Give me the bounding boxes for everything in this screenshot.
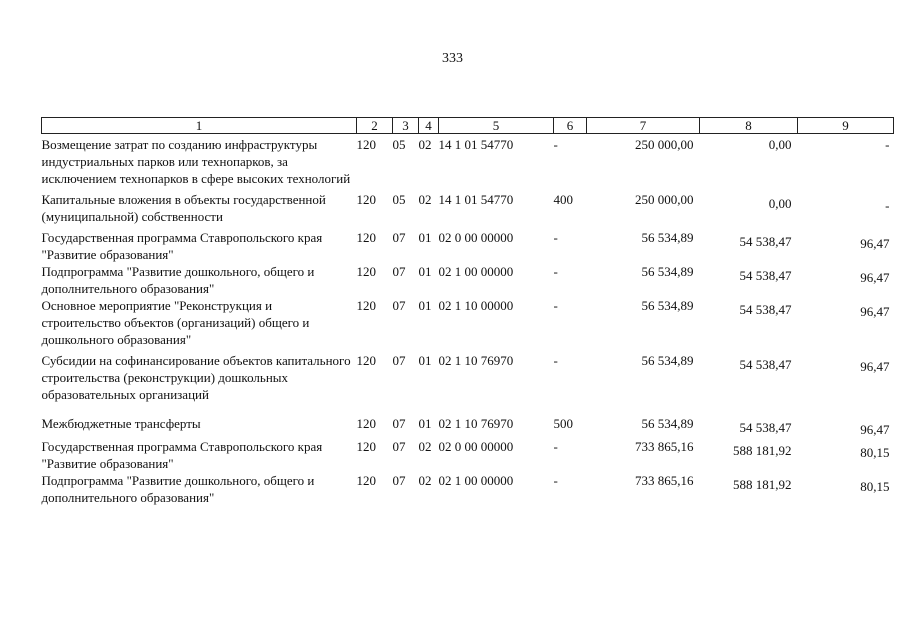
cell-section: 05 — [392, 137, 406, 152]
cell-code-ministry: 120 — [356, 473, 376, 488]
cell-target-code: 02 1 00 00000 — [438, 473, 514, 488]
cell-value-plan: 56 534,89 — [641, 230, 694, 245]
cell-subsection: 01 — [418, 353, 432, 368]
cell-expense-type: - — [553, 353, 558, 368]
cell-value-actual: 54 538,47 — [739, 234, 792, 249]
cell-target-code: 02 0 00 00000 — [438, 230, 514, 245]
cell-code-ministry: 120 — [356, 298, 376, 313]
table-row — [42, 263, 894, 297]
table-row — [42, 472, 894, 506]
cell-code-ministry: 120 — [356, 192, 376, 207]
cell-value-percent: 96,47 — [860, 304, 890, 319]
cell-expense-type: - — [553, 298, 558, 313]
cell-value-actual: 0,00 — [768, 196, 792, 211]
cell-value-percent: 96,47 — [860, 359, 890, 374]
cell-expense-type: - — [553, 137, 558, 152]
cell-section: 07 — [392, 473, 406, 488]
column-header: 2 — [357, 118, 393, 134]
cell-expense-type: 400 — [553, 192, 573, 207]
table-row — [42, 134, 894, 192]
cell-expense-type: - — [553, 264, 558, 279]
cell-value-percent: 80,15 — [860, 479, 890, 494]
cell-value-percent: 80,15 — [860, 445, 890, 460]
cell-target-code: 02 1 10 76970 — [438, 353, 514, 368]
cell-section: 07 — [392, 230, 406, 245]
cell-target-code: 02 0 00 00000 — [438, 439, 514, 454]
table-row — [42, 352, 894, 415]
column-header: 5 — [439, 118, 554, 134]
cell-expense-type: - — [553, 473, 558, 488]
cell-section: 07 — [392, 439, 406, 454]
cell-code-ministry: 120 — [356, 439, 376, 454]
cell-code-ministry: 120 — [356, 137, 376, 152]
cell-section: 05 — [392, 192, 406, 207]
cell-subsection: 01 — [418, 230, 432, 245]
cell-code-ministry: 120 — [356, 416, 376, 431]
cell-code-ministry: 120 — [356, 264, 376, 279]
column-header: 8 — [700, 118, 798, 134]
table-row — [42, 297, 894, 352]
cell-subsection: 01 — [418, 264, 432, 279]
column-header: 4 — [419, 118, 439, 134]
row-name: Межбюджетные трансферты — [41, 416, 201, 431]
row-name: Подпрограмма "Развитие дошкольного, общего и дополнительного образования" — [41, 264, 315, 296]
table-row — [42, 191, 894, 229]
table-row — [42, 415, 894, 438]
cell-target-code: 14 1 01 54770 — [438, 192, 514, 207]
cell-value-actual: 0,00 — [768, 137, 792, 152]
cell-section: 07 — [392, 264, 406, 279]
cell-code-ministry: 120 — [356, 353, 376, 368]
cell-target-code: 02 1 00 00000 — [438, 264, 514, 279]
cell-value-percent: 96,47 — [860, 270, 890, 285]
cell-expense-type: - — [553, 439, 558, 454]
cell-subsection: 02 — [418, 192, 432, 207]
row-name: Государственная программа Ставропольского края "Развитие образования" — [41, 230, 323, 262]
cell-value-plan: 733 865,16 — [635, 473, 694, 488]
table-row — [42, 229, 894, 263]
cell-target-code: 14 1 01 54770 — [438, 137, 514, 152]
cell-expense-type: - — [553, 230, 558, 245]
cell-target-code: 02 1 10 76970 — [438, 416, 514, 431]
cell-value-percent: - — [885, 198, 890, 213]
cell-subsection: 02 — [418, 137, 432, 152]
cell-value-actual: 588 181,92 — [733, 477, 792, 492]
row-name: Подпрограмма "Развитие дошкольного, общего и дополнительного образования" — [41, 473, 315, 505]
table-header-row — [42, 118, 894, 134]
cell-value-percent: - — [885, 137, 890, 152]
cell-section: 07 — [392, 298, 406, 313]
column-header: 7 — [587, 118, 700, 134]
budget-table — [41, 117, 894, 506]
cell-value-actual: 54 538,47 — [739, 420, 792, 435]
cell-value-plan: 56 534,89 — [641, 416, 694, 431]
cell-target-code: 02 1 10 00000 — [438, 298, 514, 313]
cell-value-plan: 56 534,89 — [641, 353, 694, 368]
column-header: 1 — [42, 118, 357, 134]
row-name: Субсидии на софинансирование объектов капитального строительства (реконструкции) дошкольных образовательных организаций — [41, 353, 351, 402]
page-number: 333 — [442, 51, 463, 66]
cell-value-percent: 96,47 — [860, 236, 890, 251]
column-header: 3 — [393, 118, 419, 134]
cell-value-percent: 96,47 — [860, 422, 890, 437]
cell-section: 07 — [392, 353, 406, 368]
row-name: Государственная программа Ставропольского края "Развитие образования" — [41, 439, 323, 471]
cell-value-plan: 733 865,16 — [635, 439, 694, 454]
cell-subsection: 01 — [418, 416, 432, 431]
row-name: Основное мероприятие "Реконструкция и строительство объектов (организаций) общего и дошкольного образования" — [41, 298, 310, 347]
column-header: 9 — [798, 118, 894, 134]
cell-value-actual: 588 181,92 — [733, 443, 792, 458]
cell-value-plan: 56 534,89 — [641, 264, 694, 279]
row-name: Капитальные вложения в объекты государственной (муниципальной) собственности — [41, 192, 326, 224]
cell-value-plan: 250 000,00 — [635, 192, 694, 207]
cell-value-plan: 56 534,89 — [641, 298, 694, 313]
cell-value-plan: 250 000,00 — [635, 137, 694, 152]
cell-subsection: 01 — [418, 298, 432, 313]
row-name: Возмещение затрат по созданию инфраструктуры индустриальных парков или технопарков, за исключением технопарков в сфере высоких технологий — [41, 137, 351, 186]
cell-value-actual: 54 538,47 — [739, 357, 792, 372]
cell-value-actual: 54 538,47 — [739, 268, 792, 283]
table-row — [42, 438, 894, 472]
cell-expense-type: 500 — [553, 416, 573, 431]
cell-subsection: 02 — [418, 473, 432, 488]
cell-code-ministry: 120 — [356, 230, 376, 245]
cell-section: 07 — [392, 416, 406, 431]
column-header: 6 — [554, 118, 587, 134]
cell-value-actual: 54 538,47 — [739, 302, 792, 317]
cell-subsection: 02 — [418, 439, 432, 454]
